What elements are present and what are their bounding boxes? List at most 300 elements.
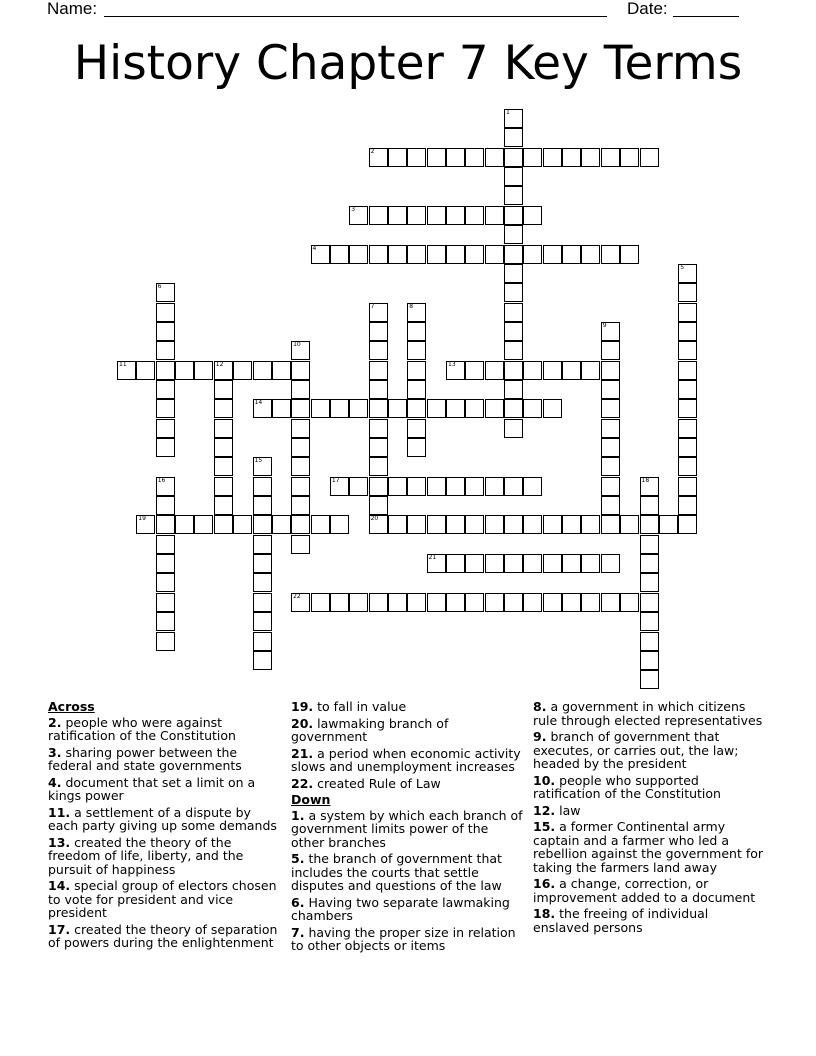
crossword-cell[interactable] [485,554,504,573]
crossword-cell[interactable] [156,496,175,515]
crossword-cell[interactable] [311,245,330,264]
crossword-cell[interactable] [253,632,272,651]
crossword-cell[interactable] [369,457,388,476]
down-clue [533,774,765,801]
crossword-cell[interactable] [388,206,407,225]
crossword-cell[interactable] [427,148,446,167]
crossword-cell[interactable] [214,361,233,380]
down-clue [533,877,765,904]
crossword-cell[interactable] [601,457,620,476]
across-clue [48,836,278,877]
crossword-cell[interactable] [543,593,562,612]
crossword-cell[interactable] [485,206,504,225]
crossword-cell[interactable] [407,438,426,457]
crossword-cell[interactable] [485,148,504,167]
down-clue [291,852,523,893]
crossword-cell[interactable] [543,148,562,167]
crossword-cell[interactable] [562,361,581,380]
crossword-cell[interactable] [446,148,465,167]
crossword-cell[interactable] [504,206,523,225]
crossword-cell[interactable] [504,593,523,612]
clue-number: 7 [370,302,375,310]
crossword-cell[interactable] [465,245,484,264]
crossword-cell[interactable] [291,496,310,515]
crossword-cell[interactable] [562,515,581,534]
down-clue [291,896,523,923]
crossword-cell[interactable] [523,554,542,573]
crossword-cell[interactable] [601,148,620,167]
crossword-cell[interactable] [523,399,542,418]
crossword-cell[interactable] [156,303,175,322]
crossword-cell[interactable] [427,477,446,496]
crossword-cell[interactable] [601,361,620,380]
crossword-cell[interactable] [214,477,233,496]
name-label: Name: [47,0,98,18]
crossword-cell[interactable] [253,399,272,418]
clue-text: Having two separate lawmaking chambers [291,894,510,923]
crossword-cell[interactable] [407,245,426,264]
crossword-cell[interactable] [504,225,523,244]
crossword-cell[interactable] [214,515,233,534]
clue-text: special group of electors chosen to vote for president and vice president [48,878,277,920]
crossword-cell[interactable] [407,322,426,341]
crossword-cell[interactable] [330,593,349,612]
crossword-cell[interactable] [291,380,310,399]
down-clue [533,820,765,874]
crossword-cell[interactable] [446,515,465,534]
clue-number: 5 [680,263,685,271]
crossword-cell[interactable] [446,399,465,418]
crossword-cell[interactable] [504,303,523,322]
crossword-cell[interactable] [504,148,523,167]
crossword-cell[interactable] [156,438,175,457]
down-clue [291,809,523,850]
crossword-cell[interactable] [601,496,620,515]
crossword-cell[interactable] [427,245,446,264]
crossword-cell[interactable] [601,438,620,457]
crossword-cell[interactable] [311,399,330,418]
crossword-cell[interactable] [253,457,272,476]
clue-number-label: 1. [291,807,305,823]
crossword-cell[interactable] [156,535,175,554]
crossword-cell[interactable] [311,515,330,534]
crossword-cell[interactable] [291,457,310,476]
crossword-cell[interactable] [640,515,659,534]
crossword-cell[interactable] [485,361,504,380]
crossword-cell[interactable] [369,399,388,418]
down-clue [533,907,765,934]
crossword-cell[interactable] [465,361,484,380]
crossword-cell[interactable] [640,148,659,167]
crossword-cell[interactable] [504,380,523,399]
crossword-cell[interactable] [504,515,523,534]
clue-number-label: 14. [48,878,71,893]
across-clue [291,747,523,774]
crossword-cell[interactable] [388,245,407,264]
page-title: History Chapter 7 Key Terms [73,36,743,91]
crossword-cell[interactable] [291,361,310,380]
clues-column-1 [48,700,278,953]
crossword-cell[interactable] [465,206,484,225]
down-clue [533,700,765,727]
crossword-cell[interactable] [349,206,368,225]
clue-number: 3 [351,205,356,213]
clue-number-label: 11. [48,804,71,820]
crossword-cell[interactable] [504,109,523,128]
crossword-cell[interactable] [369,303,388,322]
clue-number: 2 [370,147,375,155]
crossword-cell[interactable] [272,515,291,534]
crossword-cell[interactable] [369,438,388,457]
crossword-cell[interactable] [543,245,562,264]
crossword-cell[interactable] [369,380,388,399]
crossword-cell[interactable] [156,554,175,573]
crossword-cell[interactable] [407,419,426,438]
crossword-cell[interactable] [581,554,600,573]
crossword-cell[interactable] [407,148,426,167]
crossword-cell[interactable] [504,283,523,302]
crossword-cell[interactable] [253,361,272,380]
crossword-cell[interactable] [253,496,272,515]
across-heading: Across [48,699,95,714]
clue-text: created the theory of the freedom of life, liberty, and the pursuit of happiness [48,834,244,877]
crossword-cell[interactable] [640,496,659,515]
crossword-cell[interactable] [465,148,484,167]
clue-number-label: 22. [291,775,314,791]
crossword-cell[interactable] [504,477,523,496]
crossword-cell[interactable] [465,554,484,573]
crossword-cell[interactable] [427,554,446,573]
crossword-cell[interactable] [407,399,426,418]
crossword-cell[interactable] [504,341,523,360]
crossword-cell[interactable] [253,573,272,592]
crossword-cell[interactable] [562,593,581,612]
crossword-cell[interactable] [543,554,562,573]
crossword-cell[interactable] [562,148,581,167]
clue-number-label: 13. [48,834,71,850]
clue-number-label: 20. [291,715,314,731]
crossword-cell[interactable] [678,322,697,341]
crossword-cell[interactable] [272,361,291,380]
crossword-cell[interactable] [581,245,600,264]
clue-text: people who were against ratification of the Constitution [48,714,236,743]
crossword-cell[interactable] [678,361,697,380]
crossword-cell[interactable] [156,477,175,496]
crossword-cell[interactable] [427,206,446,225]
crossword-cell[interactable] [446,206,465,225]
crossword-cell[interactable] [291,477,310,496]
crossword-cell[interactable] [581,361,600,380]
clue-number: 11 [119,360,127,368]
crossword-cell[interactable] [369,593,388,612]
crossword-cell[interactable] [388,148,407,167]
crossword-cell[interactable] [523,593,542,612]
crossword-cell[interactable] [601,554,620,573]
crossword-cell[interactable] [311,593,330,612]
crossword-cell[interactable] [214,419,233,438]
crossword-cell[interactable] [427,593,446,612]
crossword-cell[interactable] [523,361,542,380]
crossword-cell[interactable] [543,515,562,534]
crossword-cell[interactable] [369,515,388,534]
crossword-cell[interactable] [465,593,484,612]
crossword-cell[interactable] [330,399,349,418]
crossword-cell[interactable] [388,477,407,496]
down-clue [291,926,523,953]
crossword-cell[interactable] [640,632,659,651]
crossword-cell[interactable] [369,361,388,380]
crossword-cell[interactable] [407,515,426,534]
crossword-cell[interactable] [504,128,523,147]
clue-text: people who supported ratification of the Constitution [533,772,721,801]
crossword-cell[interactable] [156,419,175,438]
crossword-cell[interactable] [156,399,175,418]
crossword-cell[interactable] [291,535,310,554]
crossword-cell[interactable] [523,148,542,167]
crossword-cell[interactable] [369,245,388,264]
crossword-cell[interactable] [678,341,697,360]
crossword-cell[interactable] [253,651,272,670]
crossword-cell[interactable] [620,515,639,534]
crossword-cell[interactable] [465,477,484,496]
crossword-cell[interactable] [523,245,542,264]
crossword-cell[interactable] [136,361,155,380]
crossword-cell[interactable] [253,477,272,496]
crossword-cell[interactable] [601,380,620,399]
crossword-cell[interactable] [601,399,620,418]
clue-number: 14 [254,399,263,407]
crossword-cell[interactable] [407,380,426,399]
crossword-cell[interactable] [620,148,639,167]
crossword-cell[interactable] [601,477,620,496]
crossword-cell[interactable] [427,515,446,534]
crossword-cell[interactable] [543,361,562,380]
crossword-cell[interactable] [485,477,504,496]
crossword-cell[interactable] [581,515,600,534]
crossword-cell[interactable] [504,264,523,283]
across-clue [291,717,523,744]
crossword-cell[interactable] [175,515,194,534]
crossword-cell[interactable] [678,380,697,399]
crossword-cell[interactable] [678,496,697,515]
crossword-cell[interactable] [369,496,388,515]
clue-text: a period when economic activity slows and unemployment increases [291,745,521,774]
clue-text: sharing power between the federal and state governments [48,744,242,773]
crossword-cell[interactable] [523,515,542,534]
crossword-cell[interactable] [678,477,697,496]
crossword-cell[interactable] [156,632,175,651]
crossword-cell[interactable] [678,457,697,476]
crossword-cell[interactable] [253,593,272,612]
crossword-cell[interactable] [446,361,465,380]
clue-number: 22 [293,592,301,600]
crossword-cell[interactable] [620,245,639,264]
crossword-cell[interactable] [581,593,600,612]
crossword-cell[interactable] [523,206,542,225]
crossword-cell[interactable] [523,477,542,496]
clue-number-label: 16. [533,876,556,891]
crossword-cell[interactable] [427,399,446,418]
crossword-cell[interactable] [407,341,426,360]
crossword-cell[interactable] [407,477,426,496]
clue-number: 18 [641,476,650,484]
clue-number-label: 9. [533,729,547,744]
crossword-cell[interactable] [117,361,136,380]
crossword-cell[interactable] [330,245,349,264]
crossword-cell[interactable] [562,554,581,573]
clue-number: 21 [428,554,437,561]
crossword-cell[interactable] [407,206,426,225]
crossword-cell[interactable] [407,361,426,380]
crossword-cell[interactable] [601,322,620,341]
crossword-cell[interactable] [369,477,388,496]
crossword-cell[interactable] [156,573,175,592]
crossword-cell[interactable] [485,515,504,534]
crossword-cell[interactable] [601,515,620,534]
crossword-cell[interactable] [349,399,368,418]
crossword-cell[interactable] [640,612,659,631]
crossword-cell[interactable] [156,593,175,612]
crossword-cell[interactable] [407,303,426,322]
crossword-cell[interactable] [678,303,697,322]
crossword-cell[interactable] [601,419,620,438]
clue-text: a settlement of a dispute by each party giving up some demands [48,804,277,833]
crossword-cell[interactable] [620,593,639,612]
crossword-cell[interactable] [485,593,504,612]
crossword-cell[interactable] [407,593,426,612]
crossword-cell[interactable] [504,245,523,264]
crossword-cell[interactable] [272,399,291,418]
crossword-cell[interactable] [446,245,465,264]
crossword-cell[interactable] [543,399,562,418]
crossword-cell[interactable] [291,419,310,438]
crossword-cell[interactable] [504,554,523,573]
crossword-cell[interactable] [504,361,523,380]
crossword-cell[interactable] [253,612,272,631]
crossword-cell[interactable] [349,245,368,264]
clue-text: created Rule of Law [317,775,441,791]
crossword-cell[interactable] [446,554,465,573]
crossword-cell[interactable] [214,380,233,399]
crossword-cell[interactable] [485,399,504,418]
crossword-cell[interactable] [369,341,388,360]
crossword-cell[interactable] [291,399,310,418]
clue-text: a change, correction, or improvement added to a document [533,876,756,905]
crossword-cell[interactable] [678,438,697,457]
across-clue [48,923,278,950]
crossword-cell[interactable] [504,322,523,341]
crossword-cell[interactable] [659,515,678,534]
crossword-cell[interactable] [253,535,272,554]
crossword-cell[interactable] [156,361,175,380]
clue-text: a system by which each branch of government limits power of the other branches [291,807,523,850]
crossword-cell[interactable] [446,593,465,612]
crossword-cell[interactable] [369,419,388,438]
crossword-cell[interactable] [214,457,233,476]
crossword-cell[interactable] [156,341,175,360]
crossword-cell[interactable] [388,515,407,534]
crossword-cell[interactable] [562,245,581,264]
clue-number-label: 17. [48,921,71,937]
crossword-cell[interactable] [156,612,175,631]
crossword-cell[interactable] [640,573,659,592]
crossword-cell[interactable] [581,148,600,167]
crossword-cell[interactable] [214,399,233,418]
crossword-cell[interactable] [291,341,310,360]
crossword-cell[interactable] [640,477,659,496]
crossword-cell[interactable] [156,322,175,341]
clue-number: 19 [138,515,146,523]
crossword-cell[interactable] [214,496,233,515]
clue-number-label: 3. [48,744,62,760]
crossword-cell[interactable] [640,593,659,612]
crossword-cell[interactable] [291,515,310,534]
crossword-cell[interactable] [388,593,407,612]
crossword-cell[interactable] [678,399,697,418]
across-clue [291,700,523,714]
crossword-cell[interactable] [349,593,368,612]
crossword-cell[interactable] [446,477,465,496]
clue-number: 6 [157,283,162,291]
crossword-cell[interactable] [465,399,484,418]
crossword-cell[interactable] [136,515,155,534]
clue-number: 13 [448,360,456,368]
crossword-cell[interactable] [640,535,659,554]
crossword-cell[interactable] [291,593,310,612]
crossword-cell[interactable] [465,515,484,534]
crossword-cell[interactable] [233,515,252,534]
crossword-cell[interactable] [485,245,504,264]
crossword-cell[interactable] [369,206,388,225]
crossword-cell[interactable] [156,380,175,399]
crossword-cell[interactable] [504,186,523,205]
crossword-cell[interactable] [291,438,310,457]
crossword-cell[interactable] [253,554,272,573]
crossword-cell[interactable] [504,167,523,186]
crossword-cell[interactable] [678,283,697,302]
clue-number: 9 [602,321,607,329]
clue-number-label: 15. [533,819,556,834]
crossword-cell[interactable] [330,515,349,534]
crossword-cell[interactable] [253,515,272,534]
crossword-cell[interactable] [601,341,620,360]
crossword-cell[interactable] [678,515,697,534]
crossword-cell[interactable] [640,651,659,670]
crossword-cell[interactable] [640,554,659,573]
crossword-cell[interactable] [601,593,620,612]
crossword-cell[interactable] [678,264,697,283]
crossword-cell[interactable] [640,670,659,689]
crossword-cell[interactable] [156,515,175,534]
crossword-cell[interactable] [233,361,252,380]
crossword-cell[interactable] [388,399,407,418]
crossword-cell[interactable] [504,399,523,418]
crossword-cell[interactable] [156,283,175,302]
clue-number: 15 [254,457,263,465]
crossword-cell[interactable] [194,361,213,380]
crossword-cell[interactable] [214,438,233,457]
crossword-cell[interactable] [349,477,368,496]
clue-number-label: 7. [291,924,305,940]
crossword-cell[interactable] [330,477,349,496]
crossword-cell[interactable] [678,419,697,438]
crossword-cell[interactable] [194,515,213,534]
crossword-cell[interactable] [504,419,523,438]
crossword-cell[interactable] [369,322,388,341]
crossword-cell[interactable] [601,245,620,264]
crossword-cell[interactable] [369,148,388,167]
crossword-cell[interactable] [175,361,194,380]
